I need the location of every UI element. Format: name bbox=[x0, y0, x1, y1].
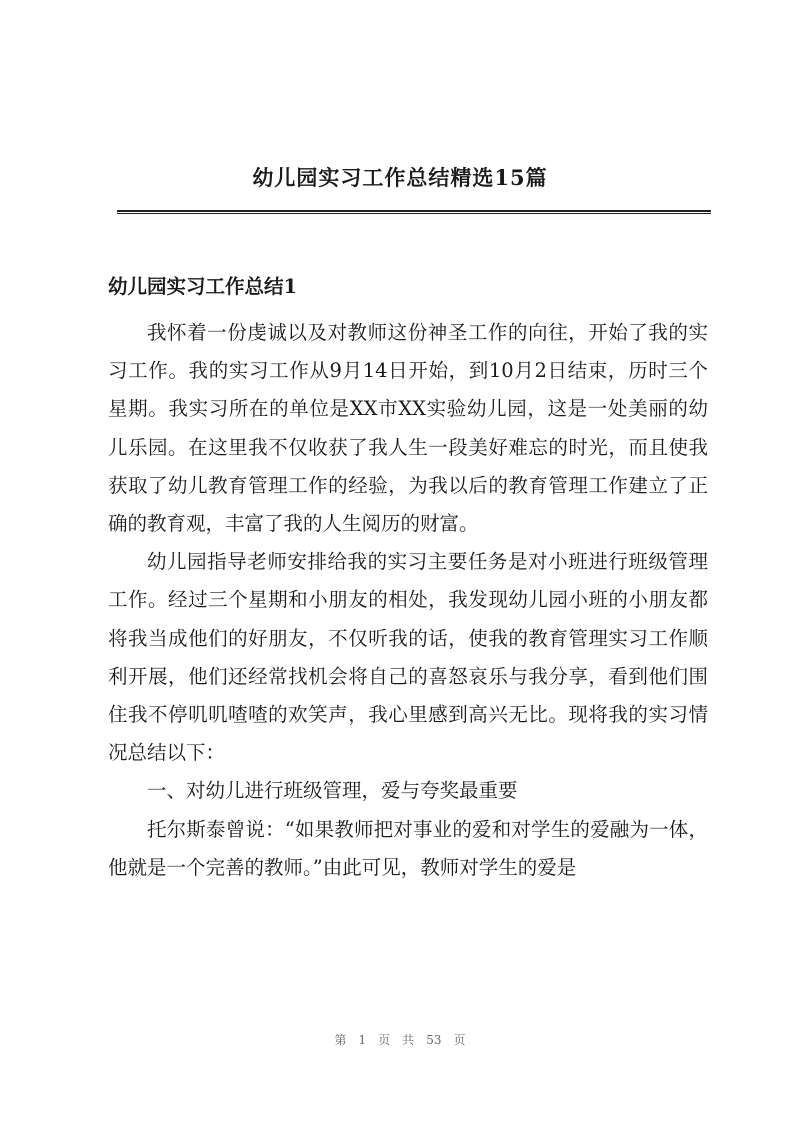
footer-total-unit: 页 bbox=[453, 1033, 466, 1047]
paragraph-2: 幼儿园指导老师安排给我的实习主要任务是对小班进行班级管理工作。经过三个星期和小朋友的相处，我发现幼儿园小班的小朋友都将我当成他们的好朋友，不仅听我的话，使我的教育管理实习工作顺利开展，他们还经常找机会将自己的喜怒哀乐与我分享，看到他们围住我不停叽叽喳喳的欢笑声，我心里感到高兴无比。现将我的实习情况总结以下： bbox=[108, 550, 708, 765]
subheading-1: 一、对幼儿进行班级管理，爱与夸奖最重要 bbox=[147, 779, 518, 803]
footer-total-pages: 53 bbox=[426, 1033, 442, 1047]
document-title: 幼儿园实习工作总结精选15篇 bbox=[252, 165, 548, 190]
footer-page-number: 1 bbox=[358, 1033, 367, 1047]
footer-page-label: 第 bbox=[334, 1033, 347, 1047]
page-footer bbox=[0, 1031, 800, 1049]
paragraph-1: 我怀着一份虔诚以及对教师这份神圣工作的向往，开始了我的实习工作。我的实习工作从9月14日开始，到10月2日结束，历时三个星期。我实习所在的单位是XX市XX实验幼儿园，这是一处美丽的幼儿乐园。在这里我不仅收获了我人生一段美好难忘的时光，而且使我获取了幼儿教育管理工作的经验，为我以后的教育管理工作建立了正确的教育观，丰富了我的人生阅历的财富。 bbox=[108, 321, 708, 536]
footer-total-label: 共 bbox=[402, 1033, 415, 1047]
footer-page-unit: 页 bbox=[378, 1033, 391, 1047]
title-divider bbox=[117, 210, 711, 214]
paragraph-3: 托尔斯泰曾说：“如果教师把对事业的爱和对学生的爱融为一体，他就是一个完善的教师。”由此可见，教师对学生的爱是 bbox=[108, 817, 708, 879]
section-heading: 幼儿园实习工作总结1 bbox=[108, 275, 298, 298]
document-body bbox=[108, 314, 708, 887]
